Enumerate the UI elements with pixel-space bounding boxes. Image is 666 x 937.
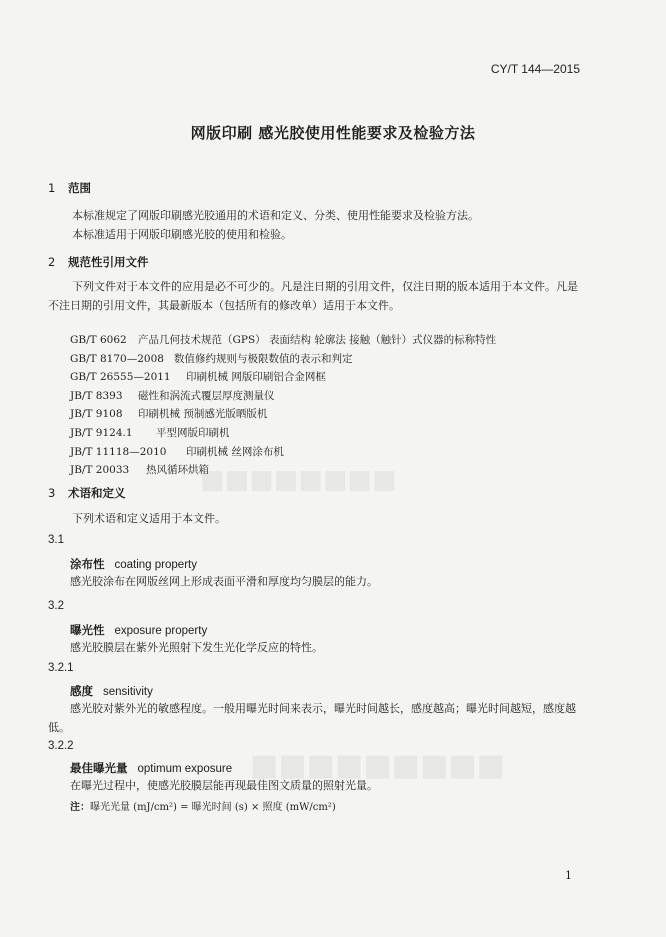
reference-item: [70, 443, 496, 462]
term-heading: [70, 622, 207, 638]
term-heading: [70, 683, 153, 699]
reference-title: 磁性和涡流式覆层厚度测量仪: [138, 389, 275, 402]
standard-code: CY/T 144—2015: [490, 62, 580, 76]
term-english: exposure property: [114, 625, 208, 637]
reference-code: JB/T 9124.1: [70, 426, 133, 439]
term-heading: [70, 556, 197, 572]
term-heading: [70, 760, 232, 776]
bleed-through-text: ■■■■■■■■: [200, 465, 397, 495]
term-definition: 感光胶对紫外光的敏感程度。一般用曝光时间来表示，曝光时间越长，感度越高；曝光时间越短，感度越低。: [48, 702, 576, 734]
reference-item: [70, 350, 496, 369]
reference-code: JB/T 9108: [70, 408, 123, 421]
section-number: 2: [48, 255, 56, 269]
section-number: 3: [48, 486, 56, 500]
note: [70, 798, 336, 813]
term-english: optimum exposure: [137, 763, 233, 775]
reference-list: [70, 331, 496, 480]
section-title: 术语和定义: [68, 486, 126, 500]
term-definition: 感光胶涂布在网版丝网上形成表面平滑和厚度均匀膜层的能力。: [70, 575, 378, 588]
clause-number: 3.2.2: [48, 740, 74, 752]
reference-item: [70, 405, 496, 424]
reference-code: GB/T 6062: [70, 334, 127, 346]
reference-item: [70, 387, 496, 406]
reference-code: JB/T 11118—2010: [70, 445, 167, 458]
section-title: 范围: [68, 181, 91, 195]
reference-title: 印刷机械 网版印刷铝合金网框: [186, 371, 326, 384]
term-english: coating property: [114, 559, 197, 571]
reference-title: 印刷机械 预制感光版晒版机: [138, 408, 268, 421]
scope-paragraph: 本标准适用于网版印刷感光胶的使用和检验。: [72, 228, 292, 241]
reference-title: 热风循环烘箱: [146, 464, 209, 477]
reference-code: GB/T 8170—2008: [70, 352, 164, 365]
term-chinese: 涂布性: [70, 557, 105, 571]
reference-item: [70, 461, 496, 480]
document-title: 网版印刷 感光胶使用性能要求及检验方法: [190, 124, 476, 142]
reference-title: 平型网版印刷机: [156, 426, 230, 439]
reference-item: [70, 424, 496, 443]
term-chinese: 最佳曝光量: [70, 761, 128, 775]
term-english: sensitivity: [103, 686, 153, 698]
normative-intro: 下列文件对于本文件的应用是必不可少的。凡是注日期的引用文件，仅注日期的版本适用于本文件。凡是不注日期的引用文件，其最新版本（包括所有的修改单）适用于本文件。: [48, 280, 578, 312]
page-number: 1: [565, 869, 572, 882]
section-heading-terms: [48, 485, 126, 501]
term-definition: 在曝光过程中，使感光胶膜层能再现最佳图文质量的照射光量。: [70, 779, 378, 792]
term-definition: 感光胶膜层在紫外光照射下发生光化学反应的特性。: [70, 641, 323, 654]
scope-paragraph: 本标准规定了网版印刷感光胶通用的术语和定义、分类、使用性能要求及检验方法。: [72, 209, 479, 222]
reference-title: 数值修约规则与极限数值的表示和判定: [174, 352, 353, 365]
section-number: 1: [48, 181, 56, 195]
reference-title: 印刷机械 丝网涂布机: [186, 445, 284, 458]
clause-number: 3.1: [48, 534, 64, 546]
reference-item: [70, 368, 496, 387]
section-heading-normative-references: [48, 254, 149, 270]
reference-code: JB/T 8393: [70, 389, 123, 402]
clause-number: 3.2.1: [48, 662, 74, 674]
note-label: 注：: [70, 802, 90, 813]
bleed-through-text: ■■■■■■■■■: [250, 748, 506, 783]
section-title: 规范性引用文件: [68, 255, 149, 269]
term-chinese: 曝光性: [70, 623, 105, 637]
reference-title: 产品几何技术规范（GPS） 表面结构 轮廓法 接触（触针）式仪器的标称特性: [138, 334, 497, 346]
term-chinese: 感度: [70, 684, 93, 698]
note-text: 曝光光量 (mJ/cm²) = 曝光时间 (s) × 照度 (mW/cm²): [90, 802, 336, 813]
reference-code: GB/T 26555—2011: [70, 371, 171, 384]
reference-code: JB/T 20033: [70, 464, 130, 477]
clause-number: 3.2: [48, 600, 64, 612]
section-heading-scope: [48, 180, 91, 196]
terms-intro: 下列术语和定义适用于本文件。: [72, 512, 226, 525]
reference-item: [70, 331, 496, 350]
